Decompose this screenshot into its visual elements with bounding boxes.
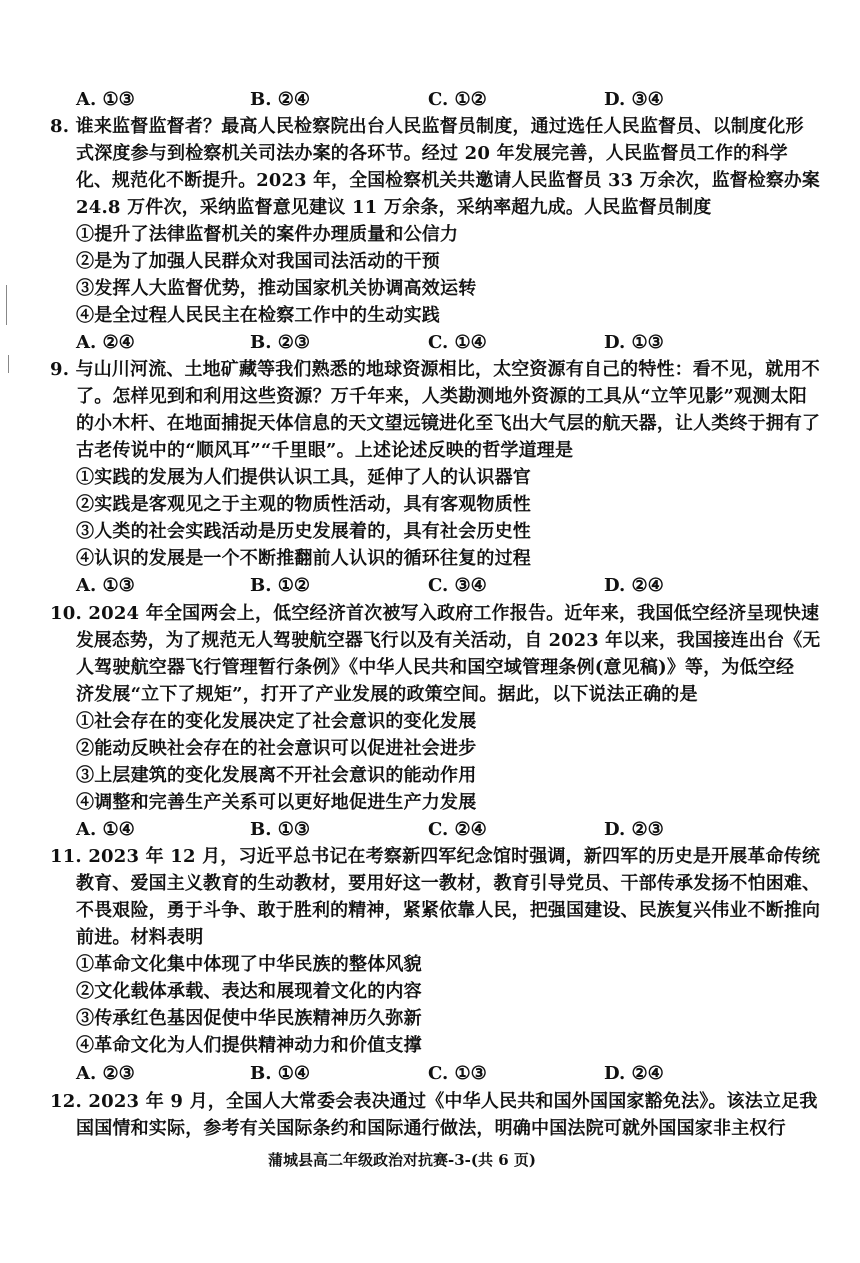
option-b: B. ②③ [250, 332, 311, 353]
statement-item: ③发挥人大监督优势，推动国家机关协调高效运转 [76, 278, 477, 299]
statement-item: ①革命文化集中体现了中华民族的整体风貌 [76, 954, 422, 975]
option-c: C. ③④ [428, 575, 487, 596]
option-c: C. ①② [428, 89, 487, 110]
option-d: D. ②④ [604, 1063, 664, 1084]
statement-item: ②文化载体承载、表达和展现着文化的内容 [76, 981, 422, 1002]
option-a: A. ①③ [76, 89, 135, 110]
option-c: C. ①④ [428, 332, 487, 353]
statement-item: ④革命文化为人们提供精神动力和价值支撑 [76, 1035, 422, 1056]
statement-item: ①实践的发展为人们提供认识工具，延伸了人的认识器官 [76, 467, 531, 488]
option-b: B. ①③ [250, 819, 311, 840]
page-footer: 蒲城县高二年级政治对抗赛-3-(共 6 页) [268, 1151, 536, 1169]
question-stem-line: 10. 2024 年全国两会上，低空经济首次被写入政府工作报告。近年来，我国低空经济呈现快速 [50, 603, 820, 624]
option-b: B. ①② [250, 575, 311, 596]
statement-item: ③人类的社会实践活动是历史发展着的，具有社会历史性 [76, 521, 531, 542]
question-stem-line: 式深度参与到检察机关司法办案的各环节。经过 20 年发展完善，人民监督员工作的科学 [76, 143, 788, 164]
option-d: D. ②③ [604, 819, 664, 840]
question-stem-line: 24.8 万件次，采纳监督意见建议 11 万余条，采纳率超九成。人民监督员制度 [76, 197, 712, 218]
question-stem-line: 了。怎样见到和利用这些资源？万千年来，人类勘测地外资源的工具从“立竿见影”观测太阳 [76, 386, 807, 407]
scan-mark [6, 285, 7, 325]
option-c: C. ①③ [428, 1063, 487, 1084]
statement-item: ②能动反映社会存在的社会意识可以促进社会进步 [76, 738, 477, 759]
question-stem-line: 12. 2023 年 9 月，全国人大常委会表决通过《中华人民共和国外国国家豁免法》。该法立足我 [50, 1091, 818, 1112]
statement-item: ②实践是客观见之于主观的物质性活动，具有客观物质性 [76, 494, 531, 515]
question-stem-line: 不畏艰险，勇于斗争、敢于胜利的精神，紧紧依靠人民，把强国建设、民族复兴伟业不断推向 [76, 900, 821, 921]
question-stem-line: 教育、爱国主义教育的生动教材，要用好这一教材，教育引导党员、干部传承发扬不怕困难、 [76, 873, 821, 894]
option-a: A. ①④ [76, 819, 135, 840]
option-b: B. ②④ [250, 89, 311, 110]
question-stem-line: 国国情和实际，参考有关国际条约和国际通行做法，明确中国法院可就外国国家非主权行 [76, 1118, 786, 1139]
question-stem-line: 前进。材料表明 [76, 927, 204, 948]
question-stem-line: 的小木杆、在地面捕捉天体信息的天文望远镜进化至飞出大气层的航天器，让人类终于拥有了 [76, 413, 821, 434]
statement-item: ①提升了法律监督机关的案件办理质量和公信力 [76, 224, 459, 245]
scan-mark [8, 355, 9, 373]
statement-item: ②是为了加强人民群众对我国司法活动的干预 [76, 251, 440, 272]
question-stem-line: 11. 2023 年 12 月，习近平总书记在考察新四军纪念馆时强调，新四军的历史是开展革命传统 [50, 846, 821, 867]
statement-item: ①社会存在的变化发展决定了社会意识的变化发展 [76, 711, 477, 732]
question-stem-line: 9. 与山川河流、土地矿藏等我们熟悉的地球资源相比，太空资源有自己的特性：看不见，就用不 [50, 359, 820, 380]
question-stem-line: 8. 谁来监督监督者？最高人民检察院出台人民监督员制度，通过选任人民监督员、以制度化形 [50, 116, 804, 137]
option-d: D. ②④ [604, 575, 664, 596]
statement-item: ③上层建筑的变化发展离不开社会意识的能动作用 [76, 765, 477, 786]
statement-item: ④认识的发展是一个不断推翻前人认识的循环往复的过程 [76, 548, 531, 569]
question-stem-line: 济发展“立下了规矩”，打开了产业发展的政策空间。据此，以下说法正确的是 [76, 684, 698, 705]
option-d: D. ①③ [604, 332, 664, 353]
question-stem-line: 人驾驶航空器飞行管理暂行条例》《中华人民共和国空域管理条例(意见稿)》等，为低空经 [76, 657, 795, 678]
option-c: C. ②④ [428, 819, 487, 840]
option-a: A. ②④ [76, 332, 135, 353]
question-stem-line: 古老传说中的“顺风耳”“千里眼”。上述论述反映的哲学道理是 [76, 440, 574, 461]
statement-item: ④调整和完善生产关系可以更好地促进生产力发展 [76, 792, 477, 813]
option-b: B. ①④ [250, 1063, 311, 1084]
statement-item: ④是全过程人民民主在检察工作中的生动实践 [76, 305, 440, 326]
question-stem-line: 发展态势，为了规范无人驾驶航空器飞行以及有关活动，自 2023 年以来，我国接连出台《无 [76, 630, 821, 651]
option-a: A. ②③ [76, 1063, 135, 1084]
option-a: A. ①③ [76, 575, 135, 596]
question-stem-line: 化、规范化不断提升。2023 年，全国检察机关共邀请人民监督员 33 万余次，监督检察办案 [76, 170, 820, 191]
option-d: D. ③④ [604, 89, 664, 110]
statement-item: ③传承红色基因促使中华民族精神历久弥新 [76, 1008, 422, 1029]
